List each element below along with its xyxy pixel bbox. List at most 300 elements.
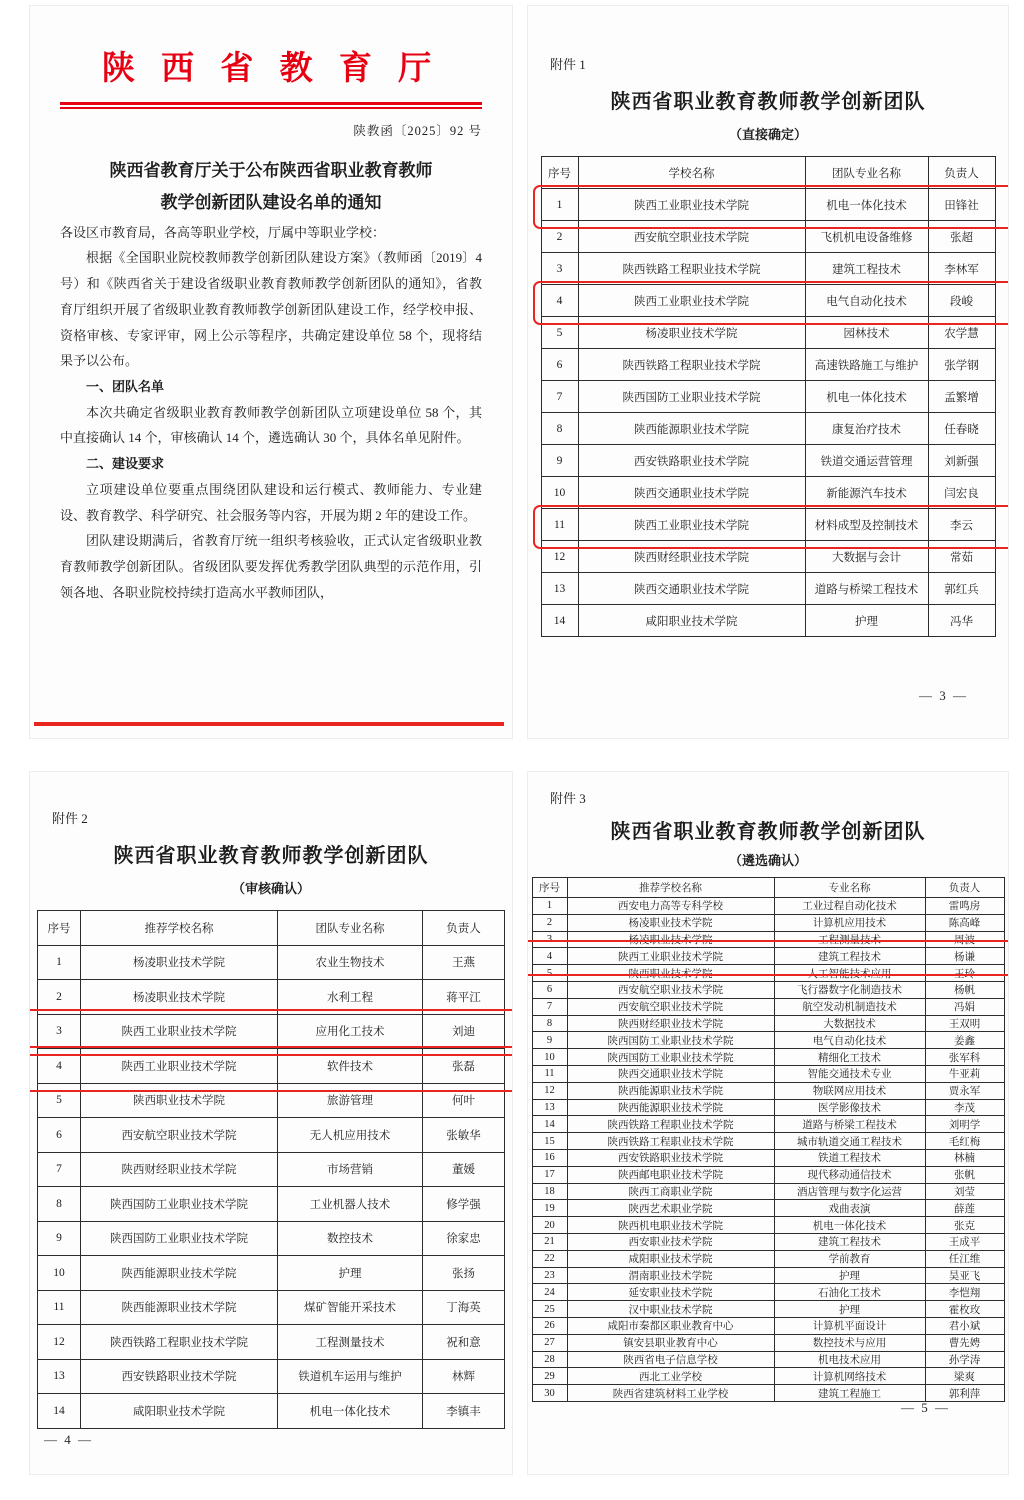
table-cell: 铁道工程技术 — [774, 1149, 925, 1166]
attachment-2-table — [37, 910, 505, 1429]
table-row — [532, 931, 1004, 948]
table-cell: 西安航空职业技术学院 — [578, 221, 805, 253]
table-cell: 机电技术应用 — [774, 1351, 925, 1368]
table-cell: 徐家忠 — [423, 1221, 505, 1256]
table-cell: 周波 — [925, 931, 1004, 948]
table-cell: 农业生物技术 — [278, 945, 423, 980]
table-cell: 建筑工程技术 — [774, 1233, 925, 1250]
table-cell: 西北工业学校 — [567, 1368, 774, 1385]
table-cell: 咸阳职业技术学院 — [567, 1250, 774, 1267]
table-cell: 18 — [532, 1183, 567, 1200]
table-cell: 无人机应用技术 — [278, 1118, 423, 1153]
table-row — [532, 1166, 1004, 1183]
table-cell: 8 — [541, 413, 578, 445]
table-cell: 水利工程 — [278, 980, 423, 1015]
table-cell: 应用化工技术 — [278, 1014, 423, 1049]
table-cell: 11 — [541, 509, 578, 541]
table-cell: 杨凌职业技术学院 — [81, 980, 278, 1015]
table-row — [541, 541, 995, 573]
page-bottom-red-line — [34, 722, 504, 726]
table-cell: 1 — [38, 945, 81, 980]
table-cell: 煤矿智能开采技术 — [278, 1290, 423, 1325]
attachment-title: 陕西省职业教育教师教学创新团队 — [610, 821, 926, 843]
table-cell: 12 — [38, 1325, 81, 1360]
attachment-title: 陕西省职业教育教师教学创新团队 — [610, 91, 926, 113]
attachment-subtitle: （直接确定） — [728, 127, 807, 142]
table-cell: 陕西国防工业职业技术学院 — [81, 1187, 278, 1222]
table-cell: 13 — [38, 1359, 81, 1394]
table-cell: 12 — [541, 541, 578, 573]
table-cell: 延安职业技术学院 — [567, 1284, 774, 1301]
table-cell: 陕西职业技术学院 — [81, 1083, 278, 1118]
table-cell: 14 — [38, 1394, 81, 1429]
table-cell: 航空发动机制造技术 — [774, 998, 925, 1015]
table-row — [532, 1301, 1004, 1318]
table-cell: 刘新强 — [928, 445, 995, 477]
table-cell: 闫宏良 — [928, 477, 995, 509]
table-row — [38, 1187, 505, 1222]
section-heading-1: 一、团队名单 — [86, 379, 165, 394]
table-cell: 2 — [38, 980, 81, 1015]
table-cell: 25 — [532, 1301, 567, 1318]
table-row — [38, 1359, 505, 1394]
table-cell: 陕西财经职业技术学院 — [81, 1152, 278, 1187]
table-row — [532, 1250, 1004, 1267]
column-header: 负责人 — [423, 911, 505, 946]
page-notice — [30, 6, 512, 738]
table-cell: 陕西工业职业技术学院 — [567, 948, 774, 965]
table-row — [532, 1217, 1004, 1234]
table-cell: 机电一体化技术 — [774, 1217, 925, 1234]
table-cell: 杨凌职业技术学院 — [567, 931, 774, 948]
table-cell: 西安航空职业技术学院 — [81, 1118, 278, 1153]
table-cell: 护理 — [805, 605, 928, 637]
table-row — [38, 1394, 505, 1429]
table-cell: 丁海英 — [423, 1290, 505, 1325]
table-cell: 李云 — [928, 509, 995, 541]
table-cell: 机电一体化技术 — [805, 381, 928, 413]
table-cell: 大数据技术 — [774, 1015, 925, 1032]
table-cell: 昊亚飞 — [925, 1267, 1004, 1284]
table-cell: 康复治疗技术 — [805, 413, 928, 445]
table-cell: 霍枚玫 — [925, 1301, 1004, 1318]
table-row — [532, 998, 1004, 1015]
table-cell: 电气自动化技术 — [774, 1032, 925, 1049]
table-cell: 9 — [532, 1032, 567, 1049]
notice-body — [60, 220, 482, 606]
table-cell: 陕西国防工业职业技术学院 — [578, 381, 805, 413]
table-row — [532, 1183, 1004, 1200]
table-cell: 陕西铁路工程职业技术学院 — [578, 253, 805, 285]
table-cell: 陕西铁路工程职业技术学院 — [567, 1133, 774, 1150]
table-cell: 15 — [532, 1133, 567, 1150]
table-cell: 陕西工业职业技术学院 — [81, 1014, 278, 1049]
column-header: 团队专业名称 — [805, 157, 928, 189]
column-header: 推荐学校名称 — [81, 911, 278, 946]
table-cell: 贾永军 — [925, 1082, 1004, 1099]
table-cell: 咸阳市秦都区职业教育中心 — [567, 1317, 774, 1334]
paragraph-4: 团队建设期满后，省教育厅统一组织考核验收，正式认定省级职业教育教师教学创新团队。省级团队要发挥优秀教学团队典型的示范作用，引领各地、各职业院校持续打造高水平教师团队， — [60, 533, 482, 600]
table-cell: 新能源汽车技术 — [805, 477, 928, 509]
table-cell: 梁爽 — [925, 1368, 1004, 1385]
table-row — [38, 1152, 505, 1187]
table-cell: 田锋社 — [928, 189, 995, 221]
table-row — [532, 981, 1004, 998]
table-cell: 计算机应用技术 — [774, 914, 925, 931]
table-cell: 现代移动通信技术 — [774, 1166, 925, 1183]
table-cell: 孙学涛 — [925, 1351, 1004, 1368]
table-cell: 西安职业技术学院 — [567, 1233, 774, 1250]
page-number: — 3 — — [919, 688, 968, 703]
table-cell: 张超 — [928, 221, 995, 253]
page-number: — 4 — — [44, 1432, 93, 1447]
table-cell: 5 — [38, 1083, 81, 1118]
table-cell: 李茂 — [925, 1099, 1004, 1116]
table-cell: 陕西工商职业学院 — [567, 1183, 774, 1200]
table-cell: 西安铁路职业技术学院 — [578, 445, 805, 477]
table-cell: 3 — [541, 253, 578, 285]
table-cell: 建筑工程施工 — [774, 1385, 925, 1402]
attachment-label: 附件 1 — [550, 57, 586, 72]
table-cell: 护理 — [774, 1267, 925, 1284]
table-row — [38, 980, 505, 1015]
table-cell: 7 — [532, 998, 567, 1015]
table-cell: 张扬 — [423, 1256, 505, 1291]
table-cell: 17 — [532, 1166, 567, 1183]
table-cell: 道路与桥梁工程技术 — [805, 573, 928, 605]
table-cell: 9 — [38, 1221, 81, 1256]
table-cell: 陕西铁路工程职业技术学院 — [567, 1116, 774, 1133]
salutation: 各设区市教育局，各高等职业学校，厅属中等职业学校： — [60, 224, 386, 240]
table-cell: 张帆 — [925, 1166, 1004, 1183]
table-cell: 咸阳职业技术学院 — [578, 605, 805, 637]
page-number: — 5 — — [901, 1400, 950, 1415]
table-cell: 工业机器人技术 — [278, 1187, 423, 1222]
table-row — [541, 445, 995, 477]
table-row — [532, 1065, 1004, 1082]
table-cell: 园林技术 — [805, 317, 928, 349]
table-cell: 林辉 — [423, 1359, 505, 1394]
table-cell: 西安电力高等专科学校 — [567, 898, 774, 915]
table-row — [532, 1133, 1004, 1150]
paragraph-2: 本次共确定省级职业教育教师教学创新团队立项建设单位 58 个，其中直接确认 14 个，审核确认 14 个，遴选确认 30 个，具体名单见附件。 — [60, 404, 482, 446]
table-cell: 学前教育 — [774, 1250, 925, 1267]
table-cell: 9 — [541, 445, 578, 477]
table-row — [38, 1221, 505, 1256]
masthead-red-rule — [60, 102, 482, 109]
table-row — [532, 1099, 1004, 1116]
attachment-subtitle: （审核确认） — [231, 881, 310, 896]
document-number: 陕教函〔2025〕92 号 — [353, 124, 482, 138]
table-cell: 8 — [532, 1015, 567, 1032]
table-cell: 冯娟 — [925, 998, 1004, 1015]
table-row — [541, 189, 995, 221]
table-cell: 7 — [38, 1152, 81, 1187]
table-cell: 李恺翔 — [925, 1284, 1004, 1301]
table-cell: 计算机平面设计 — [774, 1317, 925, 1334]
page-attachment-1 — [528, 6, 1008, 738]
table-cell: 13 — [541, 573, 578, 605]
table-row — [532, 1032, 1004, 1049]
table-row — [541, 349, 995, 381]
table-row — [38, 1118, 505, 1153]
table-row — [532, 1267, 1004, 1284]
table-row — [532, 1015, 1004, 1032]
table-cell: 28 — [532, 1351, 567, 1368]
table-row — [38, 1290, 505, 1325]
table-cell: 任春晓 — [928, 413, 995, 445]
paragraph-1: 根据《全国职业院校教师教学创新团队建设方案》（教师函〔2019〕4 号）和《陕西省关于建设省级职业教育教师教学创新团队的通知》，省教育厅组织开展了省级职业教育教师教学创新团队建设工作，经学校申报、资格审核、专家评审，网上公示等程序，共确定建设单位 58 个，现将结果予以公布。 — [60, 250, 482, 369]
column-header: 团队专业名称 — [278, 911, 423, 946]
table-cell: 6 — [38, 1118, 81, 1153]
table-row — [532, 1200, 1004, 1217]
table-row — [38, 1325, 505, 1360]
table-cell: 杨凌职业技术学院 — [567, 914, 774, 931]
table-cell: 精细化工技术 — [774, 1049, 925, 1066]
table-cell: 工业过程自动化技术 — [774, 898, 925, 915]
table-cell: 张学钢 — [928, 349, 995, 381]
table-cell: 陕西工业职业技术学院 — [81, 1049, 278, 1084]
table-row — [38, 1049, 505, 1084]
table-cell: 2 — [532, 914, 567, 931]
table-row — [38, 945, 505, 980]
table-cell: 君小斌 — [925, 1317, 1004, 1334]
table-row — [38, 1083, 505, 1118]
table-row — [532, 965, 1004, 982]
table-cell: 材料成型及控制技术 — [805, 509, 928, 541]
table-header-row — [532, 878, 1004, 898]
table-cell: 机电一体化技术 — [805, 189, 928, 221]
table-cell: 陕西交通职业技术学院 — [578, 573, 805, 605]
table-cell: 曹先娉 — [925, 1334, 1004, 1351]
table-cell: 6 — [532, 981, 567, 998]
table-cell: 陕西国防工业职业技术学院 — [567, 1049, 774, 1066]
table-row — [532, 1334, 1004, 1351]
column-header: 专业名称 — [774, 878, 925, 898]
table-row — [532, 1049, 1004, 1066]
table-row — [541, 285, 995, 317]
table-cell: 王燕 — [423, 945, 505, 980]
table-cell: 郭利萍 — [925, 1385, 1004, 1402]
table-cell: 21 — [532, 1233, 567, 1250]
attachment-3-table — [532, 877, 1005, 1402]
table-cell: 郭红兵 — [928, 573, 995, 605]
paragraph-3: 立项建设单位要重点围绕团队建设和运行模式、教师能力、专业建设、教育教学、科学研究、社会服务等内容，开展为期 2 年的建设工作。 — [60, 481, 482, 523]
table-row — [532, 1149, 1004, 1166]
table-cell: 数控技术 — [278, 1221, 423, 1256]
attachment-label: 附件 3 — [550, 791, 586, 806]
table-cell: 5 — [541, 317, 578, 349]
table-cell: 4 — [532, 948, 567, 965]
table-cell: 陕西铁路工程职业技术学院 — [578, 349, 805, 381]
table-cell: 常茹 — [928, 541, 995, 573]
table-cell: 酒店管理与数字化运营 — [774, 1183, 925, 1200]
table-row — [541, 573, 995, 605]
table-cell: 杨凌职业技术学院 — [81, 945, 278, 980]
table-row — [532, 914, 1004, 931]
table-row — [532, 948, 1004, 965]
table-cell: 城市轨道交通工程技术 — [774, 1133, 925, 1150]
table-cell: 陕西铁路工程职业技术学院 — [81, 1325, 278, 1360]
agency-masthead: 陕 西 省 教 育 厅 — [101, 51, 441, 87]
table-cell: 张军科 — [925, 1049, 1004, 1066]
table-cell: 陕西邮电职业技术学院 — [567, 1166, 774, 1183]
table-cell: 姜鑫 — [925, 1032, 1004, 1049]
table-cell: 镇安县职业教育中心 — [567, 1334, 774, 1351]
table-cell: 计算机网络技术 — [774, 1368, 925, 1385]
table-cell: 牛亚莉 — [925, 1065, 1004, 1082]
table-cell: 1 — [532, 898, 567, 915]
table-row — [532, 1385, 1004, 1402]
table-cell: 5 — [532, 965, 567, 982]
table-cell: 李林军 — [928, 253, 995, 285]
table-cell: 陕西能源职业技术学院 — [567, 1099, 774, 1116]
table-cell: 6 — [541, 349, 578, 381]
table-cell: 董媛 — [423, 1152, 505, 1187]
table-cell: 陕西能源职业技术学院 — [81, 1290, 278, 1325]
table-cell: 铁道机车运用与维护 — [278, 1359, 423, 1394]
table-cell: 软件技术 — [278, 1049, 423, 1084]
table-cell: 陕西职业技术学院 — [567, 965, 774, 982]
table-cell: 14 — [532, 1116, 567, 1133]
table-cell: 13 — [532, 1099, 567, 1116]
table-cell: 王成平 — [925, 1233, 1004, 1250]
table-cell: 10 — [532, 1049, 567, 1066]
table-row — [532, 1317, 1004, 1334]
attachment-1-table — [541, 156, 996, 637]
table-cell: 20 — [532, 1217, 567, 1234]
column-header: 负责人 — [928, 157, 995, 189]
table-row — [532, 1116, 1004, 1133]
table-cell: 王玲 — [925, 965, 1004, 982]
table-cell: 物联网应用技术 — [774, 1082, 925, 1099]
table-cell: 陕西艺术职业学院 — [567, 1200, 774, 1217]
document-title — [60, 155, 482, 220]
table-row — [532, 898, 1004, 915]
table-cell: 西安铁路职业技术学院 — [567, 1149, 774, 1166]
table-cell: 任江维 — [925, 1250, 1004, 1267]
table-row — [541, 253, 995, 285]
column-header: 序号 — [532, 878, 567, 898]
table-cell: 陕西机电职业技术学院 — [567, 1217, 774, 1234]
table-cell: 26 — [532, 1317, 567, 1334]
table-cell: 戏曲表演 — [774, 1200, 925, 1217]
table-cell: 陕西能源职业技术学院 — [567, 1082, 774, 1099]
table-cell: 电气自动化技术 — [805, 285, 928, 317]
table-cell: 陕西省电子信息学校 — [567, 1351, 774, 1368]
table-cell: 旅游管理 — [278, 1083, 423, 1118]
table-cell: 修学强 — [423, 1187, 505, 1222]
table-row — [541, 317, 995, 349]
table-cell: 人工智能技术应用 — [774, 965, 925, 982]
table-cell: 陕西工业职业技术学院 — [578, 189, 805, 221]
table-row — [541, 221, 995, 253]
table-cell: 张磊 — [423, 1049, 505, 1084]
table-cell: 陕西能源职业技术学院 — [578, 413, 805, 445]
table-cell: 张敏华 — [423, 1118, 505, 1153]
table-cell: 陕西交通职业技术学院 — [567, 1065, 774, 1082]
table-cell: 10 — [38, 1256, 81, 1291]
table-cell: 陕西财经职业技术学院 — [578, 541, 805, 573]
table-cell: 4 — [38, 1049, 81, 1084]
column-header: 推荐学校名称 — [567, 878, 774, 898]
table-cell: 陕西工业职业技术学院 — [578, 285, 805, 317]
document-title-line2: 教学创新团队建设名单的通知 — [160, 193, 382, 213]
table-cell: 10 — [541, 477, 578, 509]
table-cell: 毛红梅 — [925, 1133, 1004, 1150]
table-cell: 大数据与会计 — [805, 541, 928, 573]
table-cell: 蒋平江 — [423, 980, 505, 1015]
table-cell: 11 — [38, 1290, 81, 1325]
table-row — [38, 1256, 505, 1291]
table-cell: 建筑工程技术 — [774, 948, 925, 965]
attachment-label: 附件 2 — [52, 811, 88, 826]
column-header: 序号 — [38, 911, 81, 946]
table-cell: 陕西能源职业技术学院 — [81, 1256, 278, 1291]
attachment-subtitle: （遴选确认） — [728, 853, 807, 868]
table-row — [532, 1284, 1004, 1301]
table-cell: 16 — [532, 1149, 567, 1166]
table-cell: 冯华 — [928, 605, 995, 637]
table-cell: 护理 — [278, 1256, 423, 1291]
table-cell: 薛莲 — [925, 1200, 1004, 1217]
table-row — [38, 1014, 505, 1049]
page-attachment-3 — [528, 772, 1008, 1474]
table-cell: 刘莹 — [925, 1183, 1004, 1200]
table-cell: 23 — [532, 1267, 567, 1284]
table-cell: 陕西国防工业职业技术学院 — [81, 1221, 278, 1256]
table-cell: 西安铁路职业技术学院 — [81, 1359, 278, 1394]
table-cell: 22 — [532, 1250, 567, 1267]
page-attachment-2 — [30, 772, 512, 1474]
table-header-row — [38, 911, 505, 946]
column-header: 负责人 — [925, 878, 1004, 898]
table-cell: 李镇丰 — [423, 1394, 505, 1429]
table-cell: 石油化工技术 — [774, 1284, 925, 1301]
table-cell: 27 — [532, 1334, 567, 1351]
table-cell: 陈高峰 — [925, 914, 1004, 931]
table-row — [541, 605, 995, 637]
column-header: 学校名称 — [578, 157, 805, 189]
table-row — [541, 381, 995, 413]
column-header: 序号 — [541, 157, 578, 189]
table-cell: 道路与桥梁工程技术 — [774, 1116, 925, 1133]
table-row — [532, 1233, 1004, 1250]
table-cell: 林楠 — [925, 1149, 1004, 1166]
table-cell: 陕西工业职业技术学院 — [578, 509, 805, 541]
table-cell: 14 — [541, 605, 578, 637]
table-cell: 杨谦 — [925, 948, 1004, 965]
table-cell: 陕西国防工业职业技术学院 — [567, 1032, 774, 1049]
table-row — [532, 1082, 1004, 1099]
table-row — [541, 477, 995, 509]
table-cell: 杨凌职业技术学院 — [578, 317, 805, 349]
table-cell: 8 — [38, 1187, 81, 1222]
table-cell: 铁道交通运营管理 — [805, 445, 928, 477]
table-cell: 建筑工程技术 — [805, 253, 928, 285]
table-cell: 汉中职业技术学院 — [567, 1301, 774, 1318]
table-cell: 祝和意 — [423, 1325, 505, 1360]
table-cell: 段峻 — [928, 285, 995, 317]
document-title-line1: 陕西省教育厅关于公布陕西省职业教育教师 — [109, 161, 433, 180]
table-cell: 7 — [541, 381, 578, 413]
table-cell: 1 — [541, 189, 578, 221]
table-cell: 飞机机电设备维修 — [805, 221, 928, 253]
table-cell: 3 — [38, 1014, 81, 1049]
table-cell: 飞行器数字化制造技术 — [774, 981, 925, 998]
table-cell: 工程测量技术 — [774, 931, 925, 948]
table-cell: 西安航空职业技术学院 — [567, 998, 774, 1015]
